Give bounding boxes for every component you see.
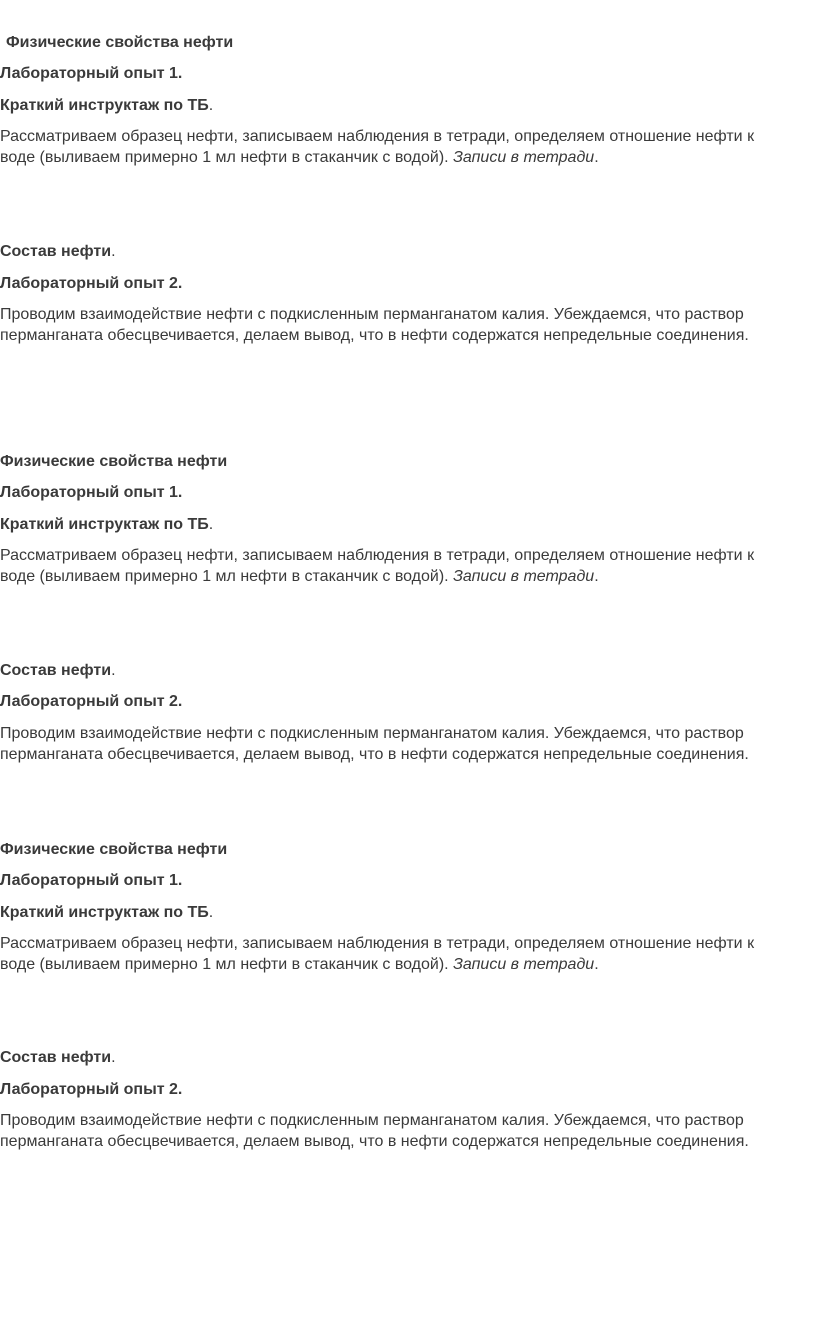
- lab-experiment-1-text-end: .: [594, 956, 599, 973]
- lab-experiment-1-text-line-2-plain: воде (выливаем примерно 1 мл нефти в стаканчик с водой).: [0, 149, 454, 166]
- lab-experiment-2-text-line-1: Проводим взаимодействие нефти с подкисленным перманганатом калия. Убеждаемся, что раствор: [0, 1112, 744, 1129]
- safety-briefing-heading: Краткий инструктаж по ТБ: [0, 97, 209, 114]
- safety-briefing-period: .: [208, 904, 214, 921]
- oil-composition-period: .: [111, 662, 116, 679]
- lab-experiment-1-text-line-2-plain: воде (выливаем примерно 1 мл нефти в стаканчик с водой).: [0, 568, 454, 585]
- lab-experiment-1-text-end: .: [594, 149, 599, 166]
- lab-experiment-1-text-line-1: Рассматриваем образец нефти, записываем наблюдения в тетради, определяем отношение нефти к: [0, 935, 755, 952]
- lab-experiment-1-text-line-2: [0, 148, 599, 168]
- oil-composition-line: [0, 661, 116, 681]
- oil-composition-period: .: [111, 243, 116, 260]
- lab-experiment-2-heading: Лабораторный опыт 2.: [0, 1081, 183, 1098]
- oil-composition-heading: Состав нефти: [0, 1049, 112, 1066]
- safety-briefing-heading: Краткий инструктаж по ТБ: [0, 904, 209, 921]
- lab-experiment-2-heading: Лабораторный опыт 2.: [0, 275, 183, 292]
- safety-briefing-line: [0, 96, 213, 116]
- safety-briefing-period: .: [208, 516, 214, 533]
- lab-experiment-1-text-line-2: [0, 955, 599, 975]
- notes-in-notebook-italic: Записи в тетради: [453, 149, 595, 166]
- physical-properties-heading: Физические свойства нефти: [0, 453, 228, 470]
- safety-briefing-heading: Краткий инструктаж по ТБ: [0, 516, 209, 533]
- lab-experiment-2-text-line-2: перманганата обесцвечивается, делаем вывод, что в нефти содержатся непредельные соединения.: [0, 327, 749, 344]
- lab-experiment-1-heading: Лабораторный опыт 1.: [0, 484, 183, 501]
- lab-experiment-1-text-line-2: [0, 567, 599, 587]
- notes-in-notebook-italic: Записи в тетради: [453, 956, 595, 973]
- lab-experiment-1-heading: Лабораторный опыт 1.: [0, 872, 183, 889]
- oil-composition-line: [0, 1048, 116, 1068]
- physical-properties-heading: Физические свойства нефти: [0, 841, 228, 858]
- lab-experiment-1-text-line-1: Рассматриваем образец нефти, записываем наблюдения в тетради, определяем отношение нефти к: [0, 547, 755, 564]
- safety-briefing-period: .: [208, 97, 214, 114]
- lab-experiment-1-heading: Лабораторный опыт 1.: [0, 65, 183, 82]
- oil-composition-period: .: [111, 1049, 116, 1066]
- notes-in-notebook-italic: Записи в тетради: [453, 568, 595, 585]
- safety-briefing-line: [0, 903, 213, 923]
- oil-composition-heading: Состав нефти: [0, 243, 112, 260]
- lab-experiment-2-text-line-1: Проводим взаимодействие нефти с подкисленным перманганатом калия. Убеждаемся, что раствор: [0, 306, 744, 323]
- lab-experiment-2-text-line-2: перманганата обесцвечивается, делаем вывод, что в нефти содержатся непредельные соединения.: [0, 1133, 749, 1150]
- lab-experiment-2-heading: Лабораторный опыт 2.: [0, 693, 183, 710]
- physical-properties-heading: Физические свойства нефти: [6, 34, 234, 51]
- lab-experiment-2-text-line-1: Проводим взаимодействие нефти с подкисленным перманганатом калия. Убеждаемся, что раствор: [0, 725, 744, 742]
- safety-briefing-line: [0, 515, 213, 535]
- lab-experiment-1-text-line-1: Рассматриваем образец нефти, записываем наблюдения в тетради, определяем отношение нефти к: [0, 128, 755, 145]
- lab-experiment-2-text-line-2: перманганата обесцвечивается, делаем вывод, что в нефти содержатся непредельные соединения.: [0, 746, 749, 763]
- lab-experiment-1-text-line-2-plain: воде (выливаем примерно 1 мл нефти в стаканчик с водой).: [0, 956, 454, 973]
- lab-experiment-1-text-end: .: [594, 568, 599, 585]
- oil-composition-heading: Состав нефти: [0, 662, 112, 679]
- oil-composition-line: [0, 242, 116, 262]
